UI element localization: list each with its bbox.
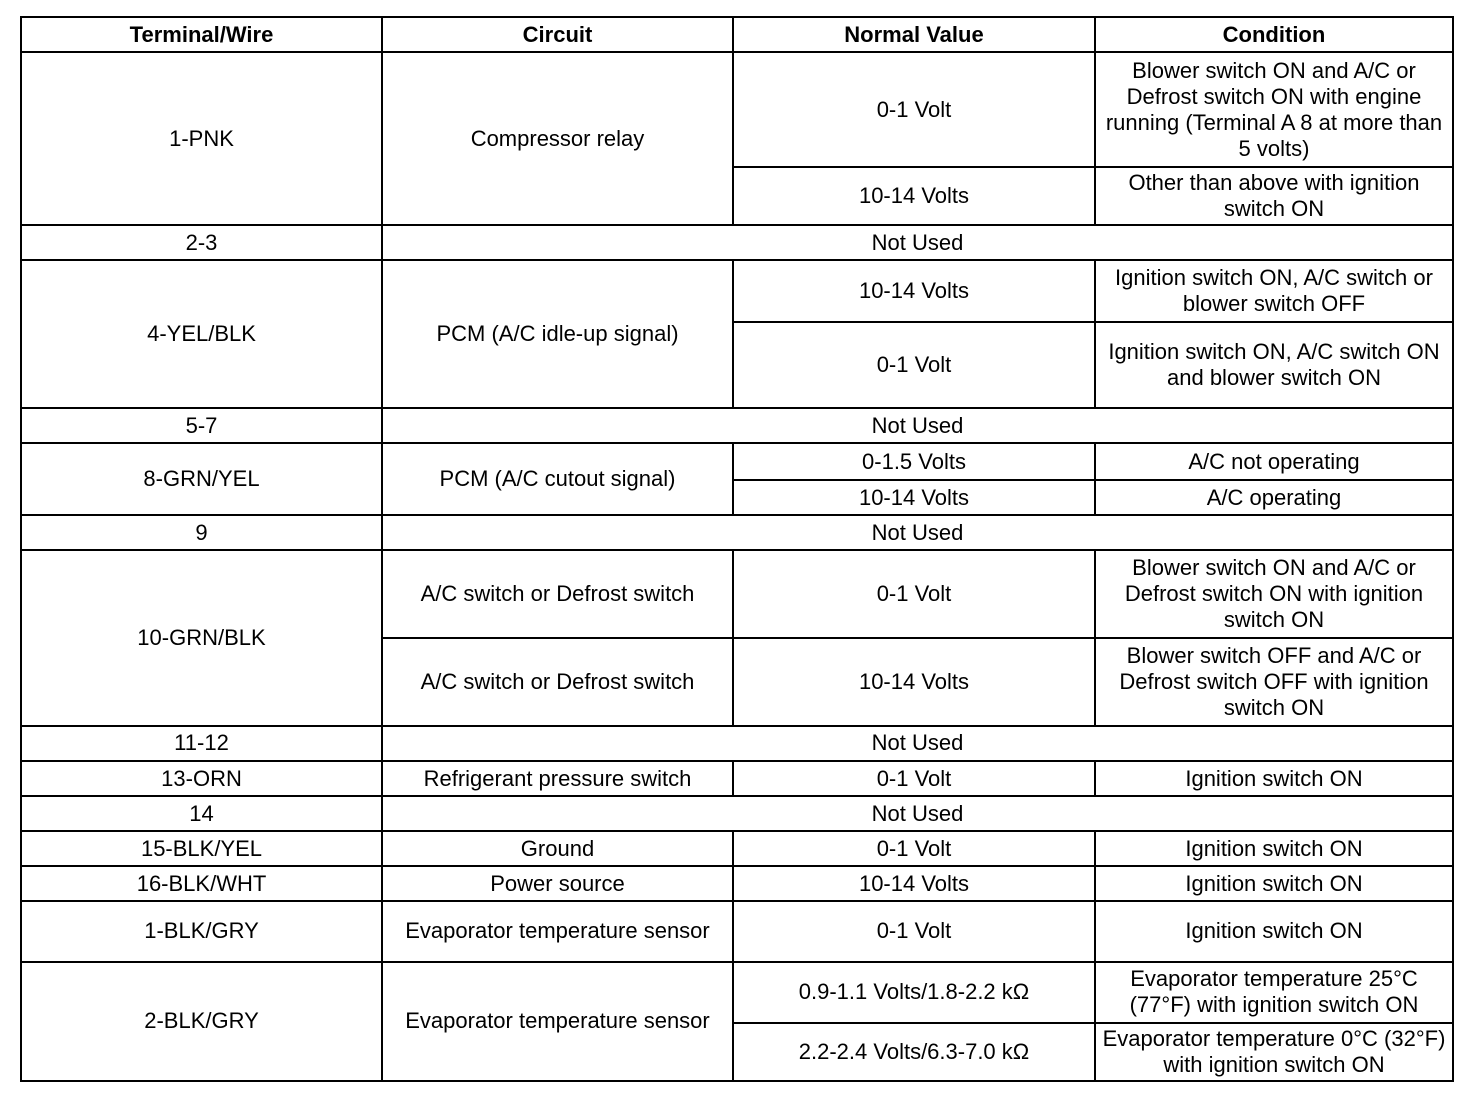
not-used-cell: Not Used (382, 726, 1453, 761)
condition-cell: A/C not operating (1095, 443, 1453, 480)
table-row (21, 52, 1453, 167)
terminal-cell: 2-3 (21, 225, 382, 259)
condition-cell: Other than above with ignition switch ON (1095, 167, 1453, 225)
header-condition: Condition (1095, 17, 1453, 52)
header-circuit: Circuit (382, 17, 733, 52)
table-row (21, 550, 1453, 637)
value-cell: 0.9-1.1 Volts/1.8-2.2 kΩ (733, 962, 1095, 1023)
circuit-cell: A/C switch or Defrost switch (382, 550, 733, 637)
condition-cell: Ignition switch ON (1095, 866, 1453, 901)
circuit-cell: Ground (382, 831, 733, 866)
value-cell: 0-1.5 Volts (733, 443, 1095, 480)
terminal-table (20, 16, 1454, 1082)
value-cell: 10-14 Volts (733, 480, 1095, 515)
terminal-cell: 8-GRN/YEL (21, 443, 382, 515)
value-cell: 0-1 Volt (733, 831, 1095, 866)
condition-cell: A/C operating (1095, 480, 1453, 515)
value-cell: 10-14 Volts (733, 167, 1095, 225)
condition-cell: Blower switch ON and A/C or Defrost switch ON with ignition switch ON (1095, 550, 1453, 637)
terminal-cell: 9 (21, 515, 382, 550)
circuit-cell: PCM (A/C cutout signal) (382, 443, 733, 515)
terminal-cell: 15-BLK/YEL (21, 831, 382, 866)
circuit-cell: Refrigerant pressure switch (382, 761, 733, 796)
not-used-cell: Not Used (382, 796, 1453, 831)
terminal-cell: 5-7 (21, 408, 382, 443)
condition-cell: Ignition switch ON (1095, 761, 1453, 796)
terminal-cell: 16-BLK/WHT (21, 866, 382, 901)
terminal-cell: 4-YEL/BLK (21, 260, 382, 408)
not-used-cell: Not Used (382, 515, 1453, 550)
condition-cell: Ignition switch ON (1095, 901, 1453, 961)
table-row (21, 408, 1453, 443)
not-used-cell: Not Used (382, 408, 1453, 443)
circuit-cell: Evaporator temperature sensor (382, 901, 733, 961)
circuit-cell: PCM (A/C idle-up signal) (382, 260, 733, 408)
header-normal-value: Normal Value (733, 17, 1095, 52)
condition-cell: Blower switch ON and A/C or Defrost switch ON with engine running (Terminal A 8 at more than 5 volts) (1095, 52, 1453, 167)
table-row (21, 443, 1453, 480)
table-row (21, 866, 1453, 901)
condition-cell: Ignition switch ON, A/C switch or blower switch OFF (1095, 260, 1453, 322)
value-cell: 0-1 Volt (733, 322, 1095, 408)
table-row (21, 962, 1453, 1023)
value-cell: 0-1 Volt (733, 550, 1095, 637)
condition-cell: Blower switch OFF and A/C or Defrost switch OFF with ignition switch ON (1095, 638, 1453, 726)
condition-cell: Ignition switch ON, A/C switch ON and blower switch ON (1095, 322, 1453, 408)
terminal-cell: 14 (21, 796, 382, 831)
not-used-cell: Not Used (382, 225, 1453, 259)
table-row (21, 260, 1453, 322)
table-row (21, 761, 1453, 796)
terminal-cell: 1-PNK (21, 52, 382, 225)
terminal-cell: 1-BLK/GRY (21, 901, 382, 961)
table-row (21, 831, 1453, 866)
header-row (21, 17, 1453, 52)
table-row (21, 515, 1453, 550)
value-cell: 2.2-2.4 Volts/6.3-7.0 kΩ (733, 1023, 1095, 1081)
value-cell: 0-1 Volt (733, 901, 1095, 961)
header-terminal: Terminal/Wire (21, 17, 382, 52)
table-row (21, 796, 1453, 831)
circuit-cell: Power source (382, 866, 733, 901)
condition-cell: Evaporator temperature 25°C (77°F) with ignition switch ON (1095, 962, 1453, 1023)
table-row (21, 901, 1453, 961)
value-cell: 10-14 Volts (733, 260, 1095, 322)
value-cell: 10-14 Volts (733, 866, 1095, 901)
condition-cell: Ignition switch ON (1095, 831, 1453, 866)
value-cell: 0-1 Volt (733, 52, 1095, 167)
terminal-cell: 13-ORN (21, 761, 382, 796)
circuit-cell: Evaporator temperature sensor (382, 962, 733, 1081)
table-row (21, 225, 1453, 259)
circuit-cell: A/C switch or Defrost switch (382, 638, 733, 726)
terminal-cell: 10-GRN/BLK (21, 550, 382, 726)
value-cell: 0-1 Volt (733, 761, 1095, 796)
table-row (21, 726, 1453, 761)
value-cell: 10-14 Volts (733, 638, 1095, 726)
circuit-cell: Compressor relay (382, 52, 733, 225)
terminal-cell: 2-BLK/GRY (21, 962, 382, 1081)
condition-cell: Evaporator temperature 0°C (32°F) with ignition switch ON (1095, 1023, 1453, 1081)
terminal-cell: 11-12 (21, 726, 382, 761)
